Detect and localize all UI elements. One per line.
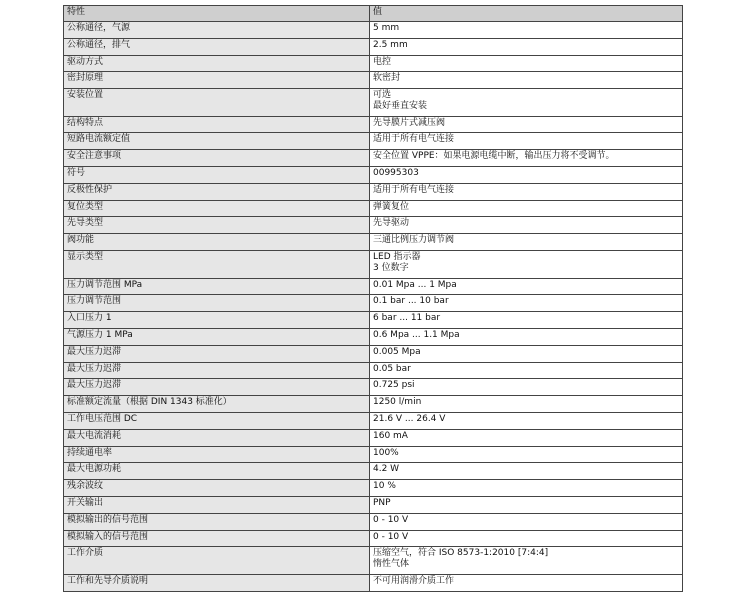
table-row xyxy=(64,22,683,39)
value-line: 4.2 W xyxy=(373,464,400,475)
property-value xyxy=(370,547,683,575)
table-row xyxy=(64,133,683,150)
table-row xyxy=(64,251,683,279)
property-value xyxy=(370,116,683,133)
value-line: 0 - 10 V xyxy=(373,514,409,525)
table-row xyxy=(64,55,683,72)
property-value xyxy=(370,278,683,295)
value-line: 0 - 10 V xyxy=(373,531,409,542)
property-name: 公称通径，排气 xyxy=(64,38,370,55)
property-value xyxy=(370,38,683,55)
property-name: 最大电流消耗 xyxy=(64,429,370,446)
property-value xyxy=(370,251,683,279)
value-line: PNP xyxy=(373,497,391,508)
property-value xyxy=(370,217,683,234)
property-name: 符号 xyxy=(64,167,370,184)
header-key: 特性 xyxy=(64,6,370,22)
value-line: 压缩空气，符合 ISO 8573-1:2010 [7:4:4] xyxy=(373,548,549,559)
property-name: 工作介质 xyxy=(64,547,370,575)
property-value xyxy=(370,183,683,200)
property-value xyxy=(370,362,683,379)
property-name: 气源压力 1 MPa xyxy=(64,328,370,345)
table-row xyxy=(64,72,683,89)
table-row xyxy=(64,446,683,463)
property-name: 入口压力 1 xyxy=(64,312,370,329)
table-row xyxy=(64,463,683,480)
table-row xyxy=(64,167,683,184)
property-name: 最大压力迟滞 xyxy=(64,345,370,362)
property-name: 标准额定流量（根据 DIN 1343 标准化） xyxy=(64,396,370,413)
value-line: 安全位置 VPPE：如果电源电缆中断，输出压力将不受调节。 xyxy=(373,151,615,162)
property-value xyxy=(370,72,683,89)
table-row xyxy=(64,38,683,55)
property-name: 安全注意事项 xyxy=(64,150,370,167)
property-value xyxy=(370,167,683,184)
value-line: 0.01 Mpa ... 1 Mpa xyxy=(373,279,457,290)
value-line: 00995303 xyxy=(373,168,419,179)
property-value xyxy=(370,345,683,362)
property-name: 最大压力迟滞 xyxy=(64,379,370,396)
property-value xyxy=(370,429,683,446)
value-line: 软密封 xyxy=(373,73,401,84)
property-value xyxy=(370,328,683,345)
table-row xyxy=(64,547,683,575)
value-line: 0.1 bar ... 10 bar xyxy=(373,296,449,307)
table-row xyxy=(64,429,683,446)
value-line: 10 % xyxy=(373,481,396,492)
property-name: 密封原理 xyxy=(64,72,370,89)
value-line: 可选 xyxy=(373,90,392,101)
table-row xyxy=(64,412,683,429)
property-name: 模拟输出的信号范围 xyxy=(64,513,370,530)
property-name: 公称通径，气源 xyxy=(64,22,370,39)
property-name: 驱动方式 xyxy=(64,55,370,72)
table-row xyxy=(64,345,683,362)
table-row xyxy=(64,379,683,396)
table-row xyxy=(64,574,683,591)
property-name: 复位类型 xyxy=(64,200,370,217)
table-row xyxy=(64,89,683,117)
value-line: 不可用润滑介质工作 xyxy=(373,575,455,586)
property-value xyxy=(370,396,683,413)
value-line: 0.725 psi xyxy=(373,380,415,391)
table-row xyxy=(64,513,683,530)
property-value xyxy=(370,200,683,217)
value-line: 0.6 Mpa ... 1.1 Mpa xyxy=(373,329,460,340)
property-name: 阀功能 xyxy=(64,234,370,251)
value-line: 适用于所有电气连接 xyxy=(373,184,455,195)
property-value xyxy=(370,234,683,251)
property-name: 反极性保护 xyxy=(64,183,370,200)
value-line: 3 位数字 xyxy=(373,262,409,273)
property-value xyxy=(370,89,683,117)
property-name: 显示类型 xyxy=(64,251,370,279)
property-value xyxy=(370,55,683,72)
property-name: 安装位置 xyxy=(64,89,370,117)
property-value xyxy=(370,574,683,591)
table-row xyxy=(64,295,683,312)
property-value xyxy=(370,412,683,429)
spec-table xyxy=(63,5,683,592)
table-row xyxy=(64,150,683,167)
property-value xyxy=(370,463,683,480)
value-line: 弹簧复位 xyxy=(373,201,410,212)
table-row xyxy=(64,234,683,251)
value-line: 2.5 mm xyxy=(373,39,408,50)
value-line: 先导驱动 xyxy=(373,218,410,229)
property-value xyxy=(370,379,683,396)
property-value xyxy=(370,22,683,39)
table-row xyxy=(64,480,683,497)
value-line: 100% xyxy=(373,447,399,458)
value-line: 电控 xyxy=(373,56,392,67)
property-name: 工作电压范围 DC xyxy=(64,412,370,429)
header-value: 值 xyxy=(370,6,683,22)
property-name: 短路电流额定值 xyxy=(64,133,370,150)
value-line: 5 mm xyxy=(373,23,400,33)
value-line: 先导膜片式减压阀 xyxy=(373,117,446,128)
property-value xyxy=(370,150,683,167)
value-line: 6 bar ... 11 bar xyxy=(373,313,441,324)
table-row xyxy=(64,328,683,345)
property-name: 最大电源功耗 xyxy=(64,463,370,480)
property-name: 先导类型 xyxy=(64,217,370,234)
property-name: 结构特点 xyxy=(64,116,370,133)
value-line: 惰性气体 xyxy=(373,558,410,569)
table-row xyxy=(64,312,683,329)
table-row xyxy=(64,217,683,234)
property-name: 压力调节范围 MPa xyxy=(64,278,370,295)
property-value xyxy=(370,446,683,463)
property-name: 开关输出 xyxy=(64,496,370,513)
table-row xyxy=(64,530,683,547)
property-value xyxy=(370,133,683,150)
table-row xyxy=(64,396,683,413)
value-line: 21.6 V ... 26.4 V xyxy=(373,413,446,424)
value-line: 160 mA xyxy=(373,430,408,441)
value-line: 三通比例压力调节阀 xyxy=(373,235,455,246)
property-name: 持续通电率 xyxy=(64,446,370,463)
value-line: 0.05 bar xyxy=(373,363,411,374)
value-line: 最好垂直安装 xyxy=(373,100,428,111)
value-line: 0.005 Mpa xyxy=(373,346,421,357)
property-name: 最大压力迟滞 xyxy=(64,362,370,379)
property-name: 工作和先导介质说明 xyxy=(64,574,370,591)
header-row xyxy=(64,6,683,22)
property-name: 压力调节范围 xyxy=(64,295,370,312)
property-value xyxy=(370,496,683,513)
property-value xyxy=(370,513,683,530)
value-line: LED 指示器 xyxy=(373,252,421,263)
table-row xyxy=(64,496,683,513)
table-row xyxy=(64,200,683,217)
property-name: 残余波纹 xyxy=(64,480,370,497)
property-value xyxy=(370,295,683,312)
property-value xyxy=(370,530,683,547)
table-row xyxy=(64,183,683,200)
table-row xyxy=(64,278,683,295)
property-value xyxy=(370,480,683,497)
value-line: 1250 l/min xyxy=(373,397,422,408)
table-row xyxy=(64,116,683,133)
table-row xyxy=(64,362,683,379)
value-line: 适用于所有电气连接 xyxy=(373,134,455,145)
property-name: 模拟输入的信号范围 xyxy=(64,530,370,547)
property-value xyxy=(370,312,683,329)
